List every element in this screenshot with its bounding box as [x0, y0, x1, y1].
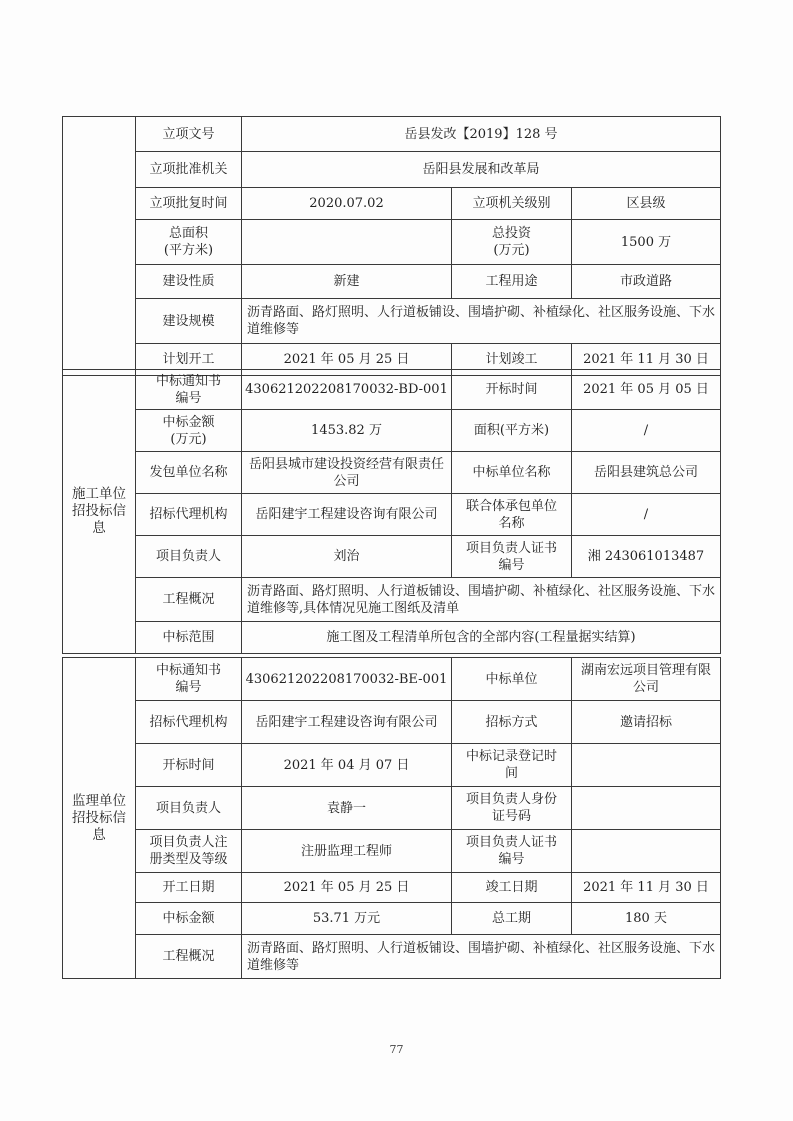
value-sup-finish: 2021 年 11 月 30 日	[572, 873, 721, 903]
label-sup-open-time: 开标时间	[136, 744, 242, 787]
value-con-open-time: 2021 年 05 月 05 日	[572, 370, 721, 410]
value-sup-amount: 53.71 万元	[242, 903, 452, 935]
label-con-agency: 招标代理机构	[136, 494, 242, 536]
value-purpose: 市政道路	[572, 265, 721, 299]
value-planned-finish: 2021 年 11 月 30 日	[572, 344, 721, 376]
value-con-amount: 1453.82 万	[242, 410, 452, 452]
row-sup-overview	[63, 935, 721, 979]
label-con-consortium: 联合体承包单位 名称	[452, 494, 572, 536]
value-con-consortium: /	[572, 494, 721, 536]
label-con-manager: 项目负责人	[136, 536, 242, 578]
row-sup-open-time	[63, 744, 721, 787]
row-scale	[63, 299, 721, 344]
label-con-amount: 中标金额 (万元)	[136, 410, 242, 452]
label-authority-level: 立项机关级别	[452, 188, 572, 220]
label-approval-time: 立项批复时间	[136, 188, 242, 220]
value-con-winner: 岳阳县建筑总公司	[572, 452, 721, 494]
value-sup-method: 邀请招标	[572, 701, 721, 744]
label-sup-duration: 总工期	[452, 903, 572, 935]
value-sup-start: 2021 年 05 月 25 日	[242, 873, 452, 903]
row-sup-agency	[63, 701, 721, 744]
value-sup-notice: 430621202208170032-BE-001	[242, 658, 452, 701]
value-con-manager-cert: 湘 243061013487	[572, 536, 721, 578]
value-con-employer: 岳阳县城市建设投资经营有限责任公司	[242, 452, 452, 494]
label-con-scope: 中标范围	[136, 622, 242, 654]
label-purpose: 工程用途	[452, 265, 572, 299]
value-approval-doc: 岳县发改【2019】128 号	[242, 117, 721, 152]
row-sup-reg-type	[63, 830, 721, 873]
value-total-investment: 1500 万	[572, 220, 721, 265]
row-con-agency	[63, 494, 721, 536]
row-con-employer	[63, 452, 721, 494]
label-sup-finish: 竣工日期	[452, 873, 572, 903]
value-total-area	[242, 220, 452, 265]
row-area-investment	[63, 220, 721, 265]
label-total-investment: 总投资 (万元)	[452, 220, 572, 265]
label-sup-notice: 中标通知书 编号	[136, 658, 242, 701]
value-sup-open-time: 2021 年 04 月 07 日	[242, 744, 452, 787]
value-planned-start: 2021 年 05 月 25 日	[242, 344, 452, 376]
value-sup-reg-type: 注册监理工程师	[242, 830, 452, 873]
section-construction-title: 施工单位 招投标信 息	[63, 370, 136, 654]
label-sup-manager-id: 项目负责人身份 证号码	[452, 787, 572, 830]
label-con-winner: 中标单位名称	[452, 452, 572, 494]
value-authority-level: 区县级	[572, 188, 721, 220]
row-con-amount	[63, 410, 721, 452]
label-sup-reg-type: 项目负责人注 册类型及等级	[136, 830, 242, 873]
value-con-scope: 施工图及工程清单所包含的全部内容(工程量据实结算)	[242, 622, 721, 654]
row-approval-doc	[63, 117, 721, 152]
label-con-employer: 发包单位名称	[136, 452, 242, 494]
row-con-manager	[63, 536, 721, 578]
blank-section-cell	[63, 117, 136, 376]
value-sup-agency: 岳阳建宇工程建设咨询有限公司	[242, 701, 452, 744]
page-number: 77	[389, 1043, 404, 1056]
value-sup-manager-id	[572, 787, 721, 830]
value-con-overview: 沥青路面、路灯照明、人行道板铺设、围墙护砌、补植绿化、社区服务设施、下水道维修等,具体情况见施工图纸及清单	[242, 578, 721, 622]
row-approval-time	[63, 188, 721, 220]
label-con-manager-cert: 项目负责人证书 编号	[452, 536, 572, 578]
value-sup-manager-cert	[572, 830, 721, 873]
value-con-agency: 岳阳建宇工程建设咨询有限公司	[242, 494, 452, 536]
value-con-manager: 刘治	[242, 536, 452, 578]
row-nature	[63, 265, 721, 299]
label-planned-finish: 计划竣工	[452, 344, 572, 376]
label-approval-authority: 立项批准机关	[136, 152, 242, 188]
label-con-open-time: 开标时间	[452, 370, 572, 410]
label-planned-start: 计划开工	[136, 344, 242, 376]
label-con-area: 面积(平方米)	[452, 410, 572, 452]
row-approval-authority	[63, 152, 721, 188]
label-sup-winner: 中标单位	[452, 658, 572, 701]
label-sup-start: 开工日期	[136, 873, 242, 903]
label-sup-manager-cert: 项目负责人证书 编号	[452, 830, 572, 873]
section-supervision-title: 监理单位 招投标信 息	[63, 658, 136, 979]
construction-bid-table	[62, 369, 721, 654]
value-sup-record-time	[572, 744, 721, 787]
value-con-notice: 430621202208170032-BD-001	[242, 370, 452, 410]
row-sup-manager	[63, 787, 721, 830]
label-con-overview: 工程概况	[136, 578, 242, 622]
label-con-notice: 中标通知书 编号	[136, 370, 242, 410]
label-sup-agency: 招标代理机构	[136, 701, 242, 744]
value-con-area: /	[572, 410, 721, 452]
label-sup-method: 招标方式	[452, 701, 572, 744]
label-total-area: 总面积 (平方米)	[136, 220, 242, 265]
label-sup-overview: 工程概况	[136, 935, 242, 979]
value-sup-winner: 湖南宏远项目管理有限公司	[572, 658, 721, 701]
row-sup-dates	[63, 873, 721, 903]
project-info-table	[62, 116, 721, 376]
value-approval-authority: 岳阳县发展和改革局	[242, 152, 721, 188]
value-approval-time: 2020.07.02	[242, 188, 452, 220]
supervision-bid-table	[62, 657, 721, 979]
label-approval-doc: 立项文号	[136, 117, 242, 152]
row-con-scope	[63, 622, 721, 654]
row-con-overview	[63, 578, 721, 622]
row-sup-amount	[63, 903, 721, 935]
label-scale: 建设规模	[136, 299, 242, 344]
label-nature: 建设性质	[136, 265, 242, 299]
value-sup-overview: 沥青路面、路灯照明、人行道板铺设、围墙护砌、补植绿化、社区服务设施、下水道维修等	[242, 935, 721, 979]
label-sup-manager: 项目负责人	[136, 787, 242, 830]
value-scale: 沥青路面、路灯照明、人行道板铺设、围墙护砌、补植绿化、社区服务设施、下水道维修等	[242, 299, 721, 344]
row-sup-notice	[63, 658, 721, 701]
label-sup-amount: 中标金额	[136, 903, 242, 935]
label-sup-record-time: 中标记录登记时 间	[452, 744, 572, 787]
value-sup-manager: 袁静一	[242, 787, 452, 830]
value-nature: 新建	[242, 265, 452, 299]
value-sup-duration: 180 天	[572, 903, 721, 935]
row-con-notice	[63, 370, 721, 410]
